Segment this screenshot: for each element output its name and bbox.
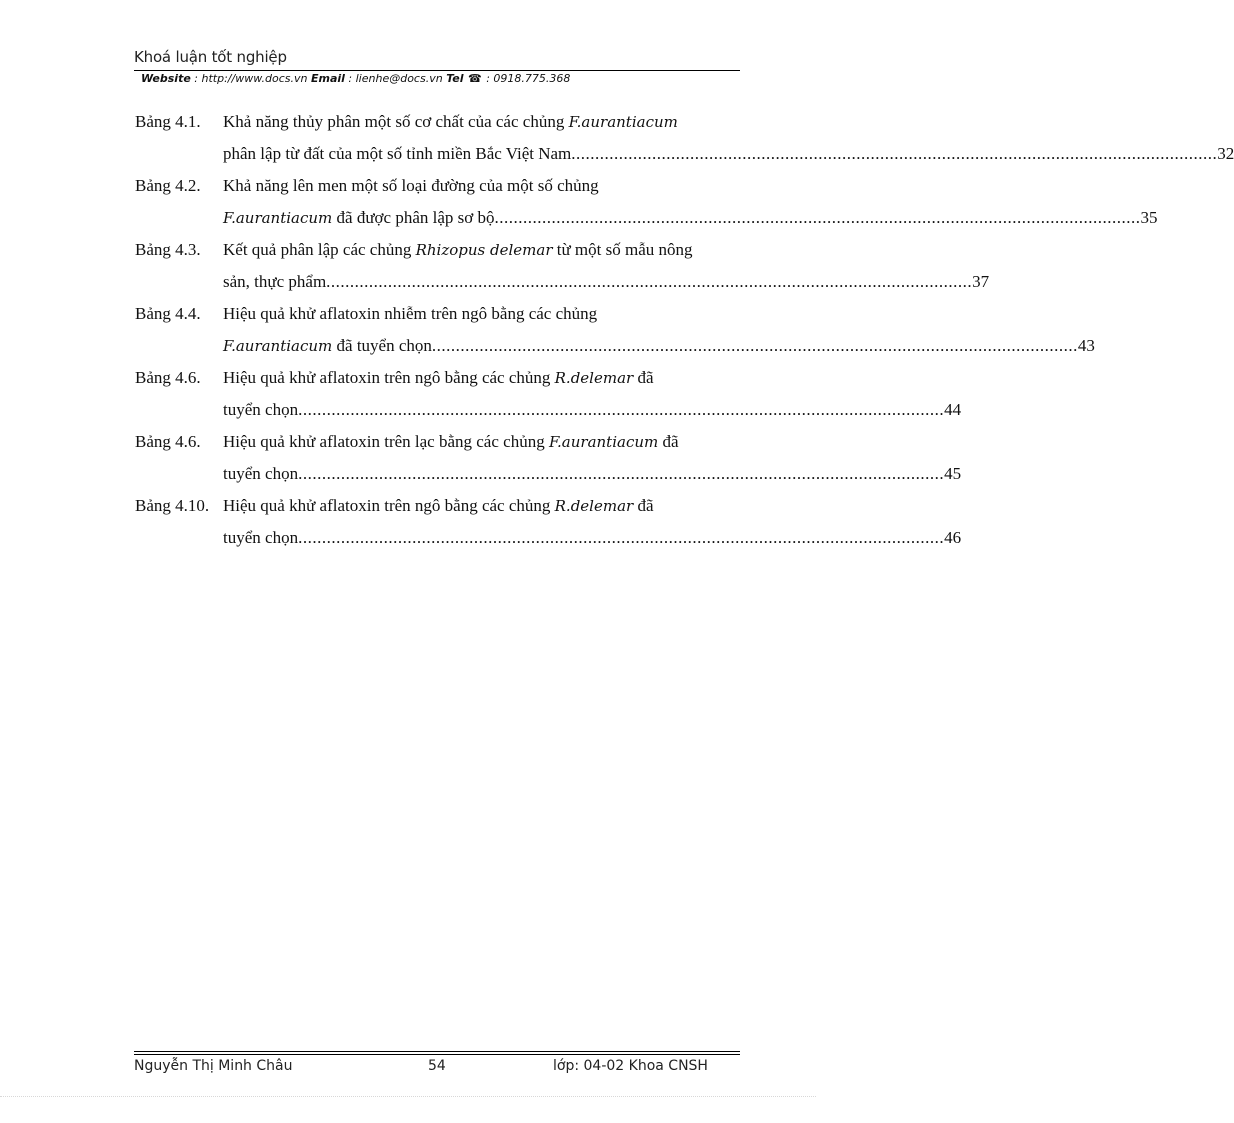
toc-entry-label: Bảng 4.6. — [135, 432, 201, 451]
toc-leader-dots — [571, 138, 1217, 170]
toc-entry-label: Bảng 4.1. — [135, 112, 201, 131]
toc-entry[interactable] — [135, 298, 1095, 362]
toc-leader-dots — [326, 266, 972, 298]
footer-rule-bottom — [134, 1054, 740, 1055]
website-value: : http://www.docs.vn — [190, 72, 311, 85]
toc-entry[interactable] — [135, 170, 1158, 234]
telephone-icon: ☎ — [468, 72, 482, 85]
toc-entry-title-line2: tuyển chọn — [223, 464, 299, 483]
toc-entry-title-line1: Hiệu quả khử aflatoxin trên ngô bằng các chủng R.delemar đã — [223, 368, 654, 387]
toc-entry-label: Bảng 4.3. — [135, 240, 201, 259]
toc-leader-dots — [298, 458, 944, 490]
toc-entry-title-line2: tuyển chọn — [223, 400, 299, 419]
toc-entry-page: 45 — [944, 464, 962, 483]
toc-entry[interactable] — [135, 362, 962, 426]
toc-entry-page: 44 — [944, 400, 962, 419]
toc-entry-title-line2: phân lập từ đất của một số tỉnh miền Bắc Việt Nam — [223, 144, 572, 163]
toc-entry-title-line1: Hiệu quả khử aflatoxin trên lạc bằng các chủng F.aurantiacum đã — [223, 432, 679, 451]
footer-class-info: lớp: 04-02 Khoa CNSH — [553, 1058, 708, 1074]
toc-entry[interactable] — [135, 106, 1234, 170]
website-label: Website — [141, 72, 191, 85]
toc-entry-page: 32 — [1217, 144, 1234, 163]
toc-entry-label: Bảng 4.10. — [135, 496, 210, 515]
header-title: Khoá luận tốt nghiệp — [134, 48, 287, 66]
toc-leader-dots — [495, 202, 1141, 234]
toc-leader-dots — [432, 330, 1078, 362]
toc-entry-page: 46 — [944, 528, 962, 547]
toc-entry-title-line1: Hiệu quả khử aflatoxin trên ngô bằng các chủng R.delemar đã — [223, 496, 654, 515]
toc-entry-title-line1: Khả năng thủy phân một số cơ chất của các chủng F.aurantiacum — [223, 112, 678, 131]
email-label: Email — [310, 72, 345, 85]
toc-leader-dots — [298, 394, 944, 426]
tel-label: Tel — [446, 72, 464, 85]
toc-entry[interactable] — [135, 426, 962, 490]
email-value: : lienhe@docs.vn — [344, 72, 447, 85]
toc-entry-page: 35 — [1140, 208, 1158, 227]
tel-value: : 0918.775.368 — [482, 72, 571, 85]
toc-entry-title-line1: Hiệu quả khử aflatoxin nhiễm trên ngô bằng các chủng — [223, 304, 598, 323]
toc-entry-page: 37 — [972, 272, 990, 291]
toc-entry-page: 43 — [1077, 336, 1095, 355]
footer-rule-top — [134, 1051, 740, 1052]
toc-entry-title-line1: Khả năng lên men một số loại đường của một số chủng — [223, 176, 599, 195]
toc-entry-title-line1: Kết quả phân lập các chủng Rhizopus delemar từ một số mẫu nông — [223, 240, 693, 259]
header-contact — [141, 72, 570, 85]
page-bottom-dotted-border — [0, 1096, 816, 1097]
toc-entry-label: Bảng 4.6. — [135, 368, 201, 387]
toc-entry[interactable] — [135, 490, 962, 554]
toc-entry-title-line2: tuyển chọn — [223, 528, 299, 547]
table-list — [135, 106, 1234, 554]
toc-entry[interactable] — [135, 234, 990, 298]
footer-page-number: 54 — [428, 1058, 446, 1074]
toc-entry-label: Bảng 4.4. — [135, 304, 201, 323]
toc-leader-dots — [298, 522, 944, 554]
toc-entry-title-line2: sản, thực phẩm — [223, 272, 327, 291]
toc-entry-label: Bảng 4.2. — [135, 176, 201, 195]
header-rule — [134, 70, 740, 71]
footer-author: Nguyễn Thị Minh Châu — [134, 1058, 293, 1074]
toc-entry-title-line2: F.aurantiacum đã tuyển chọn — [223, 336, 432, 355]
toc-entry-title-line2: F.aurantiacum đã được phân lập sơ bộ — [223, 208, 495, 227]
